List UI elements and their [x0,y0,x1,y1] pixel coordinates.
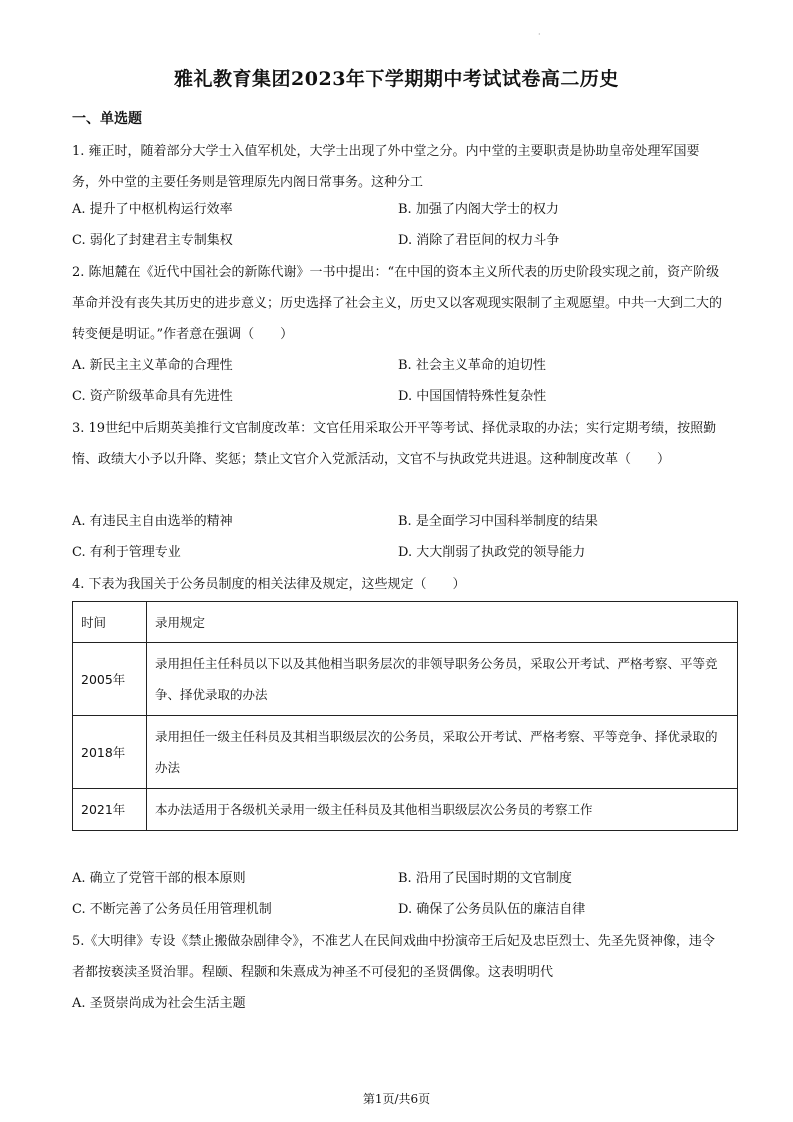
question-4-stem: 4. 下表为我国关于公务员制度的相关法律及规定，这些规定（ ） [72,577,466,592]
regulations-table [72,601,738,831]
question-5-option-a[interactable]: A. 圣贤崇尚成为社会生活主题 [72,996,246,1011]
table-cell-rule: 本办法适用于各级机关录用一级主任科员及其他相当职级层次公务员的考察工作 [147,789,738,831]
question-4-option-a[interactable]: A. 确立了党管干部的根本原则 [72,871,246,886]
question-3-stem: 3. 19世纪中后期英美推行文官制度改革：文官任用采取公开平等考试、择优录取的办法；实行定期考绩，按照勤惰、政绩大小予以升降、奖惩；禁止文官介入党派活动，文官不与执政党共进退。这种制度改革（ ） [72,421,717,467]
section-heading: 一、单选题 [72,111,142,127]
table-cell-rule: 录用担任主任科员以下以及其他相当职务层次的非领导职务公务员，采取公开考试、严格考察、平等竞争、择优录取的办法 [147,643,738,716]
question-5-stem: 5.《大明律》专设《禁止搬做杂剧律令》，不准艺人在民间戏曲中扮演帝王后妃及忠臣烈士、先圣先贤神像，违令者都按亵渎圣贤治罪。程颐、程颢和朱熹成为神圣不可侵犯的圣贤偶像。这表明明代 [72,934,715,980]
question-2-option-a[interactable]: A. 新民主主义革命的合理性 [72,358,233,373]
page-footer: 第1页/共6页 [362,1092,431,1106]
table-cell-year: 2018年 [73,716,147,789]
table-cell-year: 2005年 [73,643,147,716]
table-row [73,716,738,789]
table-header-row [73,602,738,643]
question-1-stem: 1. 雍正时，随着部分大学士入值军机处，大学士出现了外中堂之分。内中堂的主要职责是协助皇帝处理军国要务，外中堂的主要任务则是管理原先内阁日常事务。这种分工 [72,144,700,190]
table-header-cell: 录用规定 [147,602,738,643]
question-3-option-d[interactable]: D. 大大削弱了执政党的领导能力 [398,545,586,560]
question-4-option-b[interactable]: B. 沿用了民国时期的文官制度 [398,871,572,886]
question-1-option-d[interactable]: D. 消除了君臣间的权力斗争 [398,233,560,248]
question-3-option-b[interactable]: B. 是全面学习中国科举制度的结果 [398,514,598,529]
question-3-option-a[interactable]: A. 有违民主自由选举的精神 [72,514,233,529]
question-1-option-c[interactable]: C. 弱化了封建君主专制集权 [72,233,233,248]
table-cell-rule: 录用担任一级主任科员及其相当职级层次的公务员，采取公开考试、严格考察、平等竞争、择优录取的办法 [147,716,738,789]
question-2-option-b[interactable]: B. 社会主义革命的迫切性 [398,358,546,373]
table-row [73,643,738,716]
question-3-option-c[interactable]: C. 有利于管理专业 [72,545,181,560]
table-cell-year: 2021年 [73,789,147,831]
question-4-option-d[interactable]: D. 确保了公务员队伍的廉洁自律 [398,902,586,917]
question-2-option-c[interactable]: C. 资产阶级革命具有先进性 [72,389,233,404]
page-title: 雅礼教育集团2023年下学期期中考试试卷高二历史 [174,68,619,90]
question-4-option-c[interactable]: C. 不断完善了公务员任用管理机制 [72,902,272,917]
table-header-cell: 时间 [73,602,147,643]
question-1-option-b[interactable]: B. 加强了内阁大学士的权力 [398,202,559,217]
question-1-option-a[interactable]: A. 提升了中枢机构运行效率 [72,202,233,217]
question-2-stem: 2. 陈旭麓在《近代中国社会的新陈代谢》一书中提出：“在中国的资本主义所代表的历史阶段实现之前，资产阶级革命并没有丧失其历史的进步意义；历史选择了社会主义，历史又以客观现实限制了主观愿望。中共一大到二大的转变便是明证。”作者意在强调（ ） [72,265,723,342]
table-row [73,789,738,831]
header-mark: · [538,30,541,39]
question-2-option-d[interactable]: D. 中国国情特殊性复杂性 [398,389,547,404]
